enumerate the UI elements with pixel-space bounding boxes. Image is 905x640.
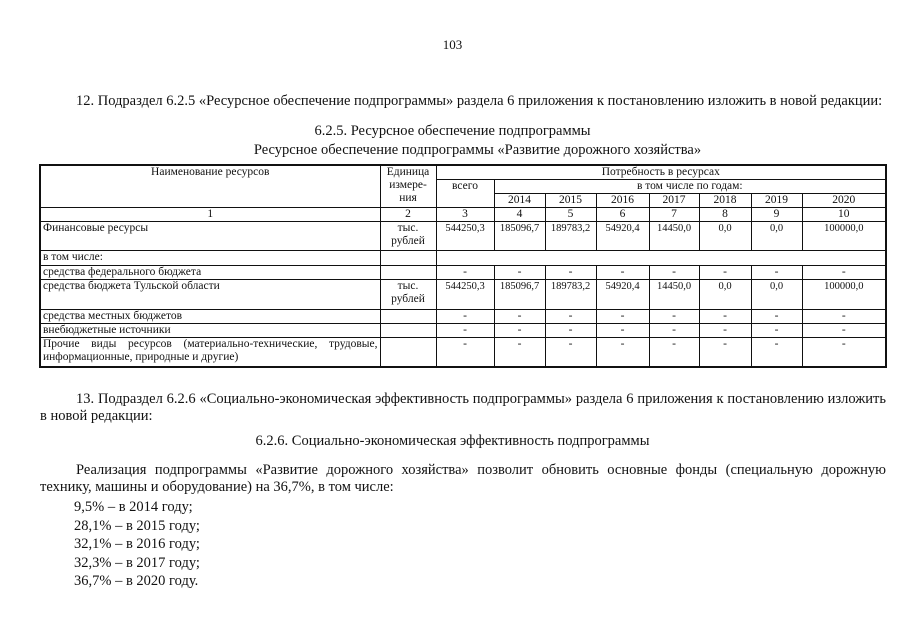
cell-value: 100000,0 (802, 222, 886, 251)
table-row (40, 266, 886, 280)
cell-value: - (545, 338, 596, 367)
cell-value: 0,0 (751, 280, 802, 310)
row-unit (380, 251, 436, 266)
cell-value: - (494, 310, 545, 324)
table-row (40, 324, 886, 338)
column-number: 9 (751, 208, 802, 222)
paragraph-12: 12. Подраздел 6.2.5 «Ресурсное обеспечение подпрограммы» раздела 6 приложения к постановлению изложить в новой редакции: (76, 93, 883, 109)
cell-value: - (436, 310, 494, 324)
cell-value: - (802, 338, 886, 367)
cell-value: - (494, 338, 545, 367)
table-row (40, 280, 886, 310)
column-number: 5 (545, 208, 596, 222)
cell-value: 0,0 (699, 280, 751, 310)
section-heading-6-2-6: 6.2.6. Социально-экономическая эффективность подпрограммы (255, 433, 650, 449)
cell-value: - (802, 324, 886, 338)
row-unit (380, 338, 436, 367)
cell-value: - (545, 266, 596, 280)
cell-value: - (436, 324, 494, 338)
page-number: 103 (442, 37, 463, 52)
header-by-years: в том числе по годам: (494, 180, 886, 194)
header-unit: Единица измере-ния (380, 165, 436, 208)
row-unit: тыс. рублей (380, 222, 436, 251)
table-row (40, 222, 886, 251)
cell-value: - (494, 324, 545, 338)
cell-value: - (545, 324, 596, 338)
column-number: 6 (596, 208, 649, 222)
column-number: 3 (436, 208, 494, 222)
resources-table (39, 164, 887, 368)
list-item: 28,1% – в 2015 году; (74, 517, 200, 534)
cell-value: - (436, 338, 494, 367)
cell-value: 14450,0 (649, 222, 699, 251)
column-numbers-row (40, 208, 886, 222)
column-number: 2 (380, 208, 436, 222)
cell-value: 544250,3 (436, 222, 494, 251)
header-year: 2017 (649, 194, 699, 208)
cell-value: - (751, 266, 802, 280)
header-year: 2018 (699, 194, 751, 208)
row-name: Прочие виды ресурсов (материально-технические, трудовые, информационные, природные и другие) (40, 338, 380, 367)
cell-value: - (699, 338, 751, 367)
cell-value: - (699, 324, 751, 338)
cell-value: 185096,7 (494, 222, 545, 251)
cell-value: 185096,7 (494, 280, 545, 310)
cell-value: - (802, 310, 886, 324)
row-name: средства федерального бюджета (40, 266, 380, 280)
column-number: 8 (699, 208, 751, 222)
cell-value: 544250,3 (436, 280, 494, 310)
header-year: 2020 (802, 194, 886, 208)
row-unit (380, 266, 436, 280)
cell-value: - (699, 266, 751, 280)
cell-value: - (649, 338, 699, 367)
header-year: 2015 (545, 194, 596, 208)
row-name: средства бюджета Тульской области (40, 280, 380, 310)
cell-value: - (596, 338, 649, 367)
cell-value: - (751, 338, 802, 367)
row-unit: тыс. рублей (380, 280, 436, 310)
table-title: Ресурсное обеспечение подпрограммы «Развитие дорожного хозяйства» (253, 142, 702, 158)
cell-value: - (649, 324, 699, 338)
cell-value: - (649, 266, 699, 280)
cell-value: - (699, 310, 751, 324)
column-number: 10 (802, 208, 886, 222)
header-total: всего (436, 180, 494, 208)
cell-value: 54920,4 (596, 280, 649, 310)
header-need: Потребность в ресурсах (436, 165, 886, 180)
list-item: 32,3% – в 2017 году; (74, 554, 200, 571)
header-year: 2014 (494, 194, 545, 208)
list-item: 32,1% – в 2016 году; (74, 536, 200, 553)
cell-value: - (596, 324, 649, 338)
cell-value: - (545, 310, 596, 324)
column-number: 7 (649, 208, 699, 222)
row-name: в том числе: (40, 251, 380, 266)
row-unit (380, 310, 436, 324)
paragraph-effectiveness: Реализация подпрограммы «Развитие дорожного хозяйства» позволит обновить основные фонды (специальную дорожную технику, машины и оборудование) на 36,7%, в том числе: (40, 462, 886, 495)
row-unit (380, 324, 436, 338)
empty-cells (436, 251, 886, 266)
paragraph-13: 13. Подраздел 6.2.6 «Социально-экономическая эффективность подпрограммы» раздела 6 приложения к постановлению изложить в новой редакции: (40, 391, 886, 424)
header-resource-name: Наименование ресурсов (40, 165, 380, 208)
cell-value: 0,0 (751, 222, 802, 251)
row-name: внебюджетные источники (40, 324, 380, 338)
list-item: 9,5% – в 2014 году; (74, 499, 193, 515)
cell-value: - (436, 266, 494, 280)
cell-value: - (751, 324, 802, 338)
cell-value: - (802, 266, 886, 280)
header-year: 2016 (596, 194, 649, 208)
cell-value: 100000,0 (802, 280, 886, 310)
section-heading-6-2-5: 6.2.5. Ресурсное обеспечение подпрограммы (314, 123, 591, 139)
cell-value: - (596, 310, 649, 324)
cell-value: 189783,2 (545, 222, 596, 251)
column-number: 4 (494, 208, 545, 222)
row-name: Финансовые ресурсы (40, 222, 380, 251)
cell-value: 189783,2 (545, 280, 596, 310)
column-number: 1 (40, 208, 380, 222)
cell-value: - (751, 310, 802, 324)
list-item: 36,7% – в 2020 году. (74, 573, 199, 590)
table-row (40, 251, 886, 266)
cell-value: - (649, 310, 699, 324)
percentage-list (74, 498, 200, 591)
cell-value: 14450,0 (649, 280, 699, 310)
row-name: средства местных бюджетов (40, 310, 380, 324)
cell-value: 0,0 (699, 222, 751, 251)
cell-value: - (596, 266, 649, 280)
table-row (40, 310, 886, 324)
table-row (40, 338, 886, 367)
cell-value: - (494, 266, 545, 280)
header-year: 2019 (751, 194, 802, 208)
cell-value: 54920,4 (596, 222, 649, 251)
